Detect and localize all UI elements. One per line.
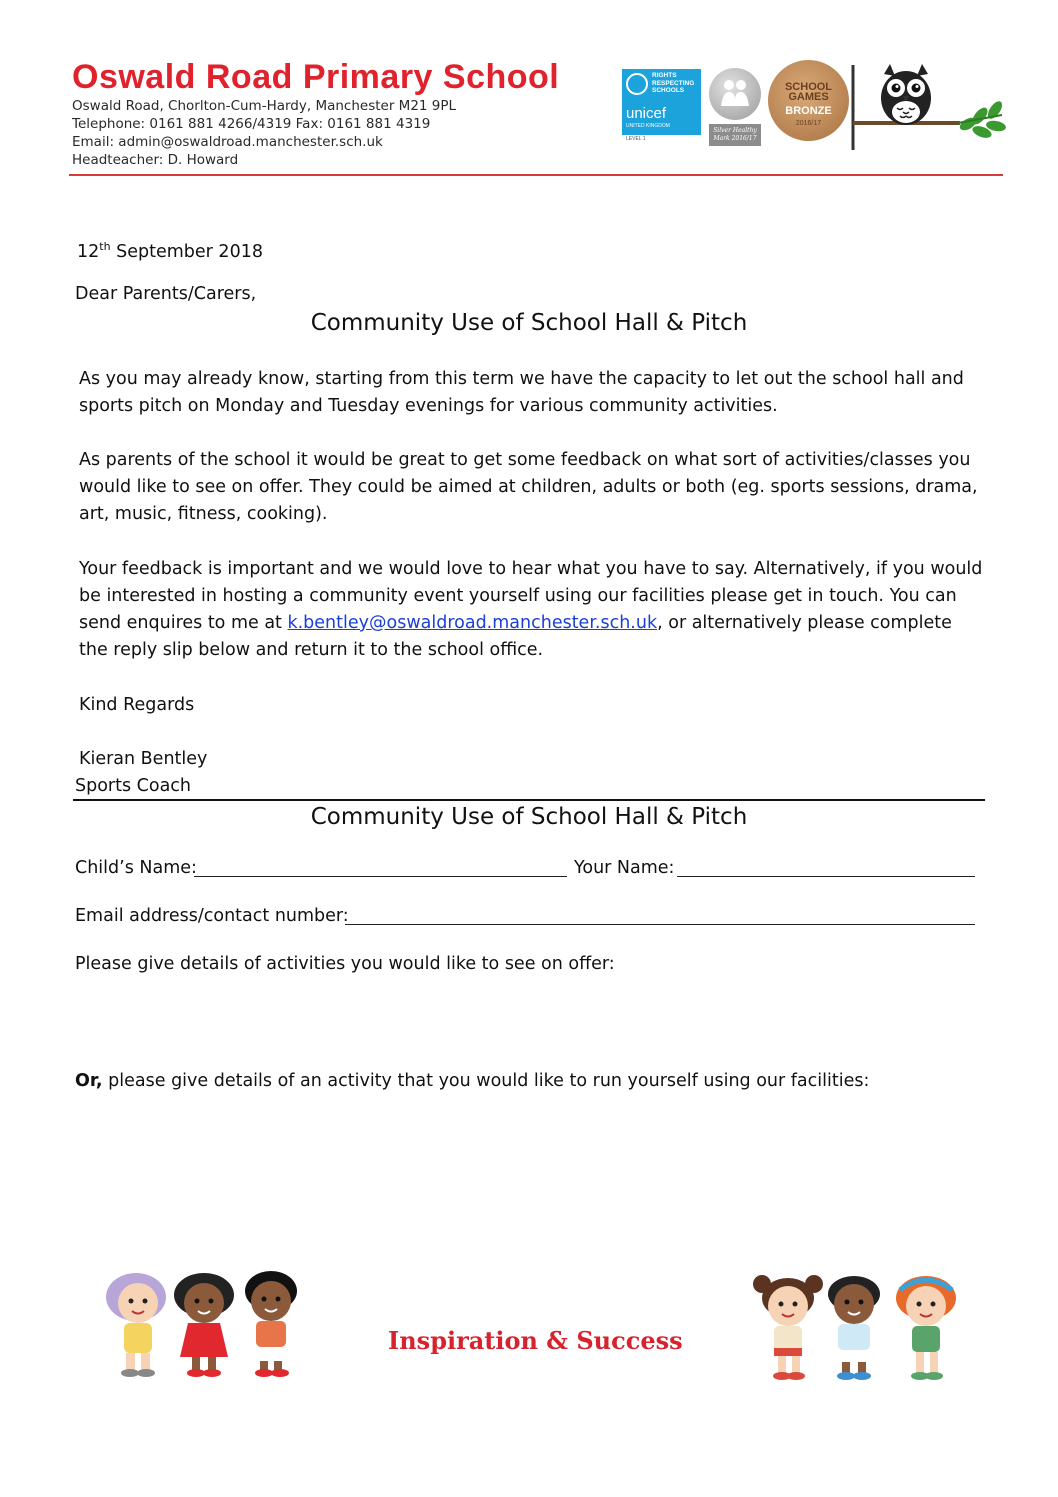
games-line2: GAMES: [788, 91, 829, 103]
unicef-badge-line3: SCHOOLS: [652, 87, 685, 94]
signer-role: Sports Coach: [75, 776, 192, 796]
reply-slip-divider: [73, 799, 985, 801]
unicef-badge-line1: RIGHTS: [652, 72, 677, 79]
children-illustration-left: [96, 1265, 310, 1385]
unicef-rights-respecting-badge: [622, 69, 701, 135]
children-illustration-right: [748, 1268, 968, 1388]
games-line3: BRONZE: [785, 105, 832, 117]
child-name-field[interactable]: [194, 876, 567, 877]
school-email: Email: admin@oswaldroad.manchester.sch.uk: [72, 134, 383, 150]
people-icon: [709, 68, 761, 120]
silver-caption-line1: Silver Healthy: [713, 127, 757, 134]
run-activity-label: [75, 1068, 869, 1095]
school-name: Oswald Road Primary School: [72, 58, 560, 96]
games-year: 2016/17: [795, 120, 822, 127]
letter-paragraph-2: As parents of the school it would be great to get some feedback on what sort of activities/classes you would like to see on offer. They could be aimed at children, adults or both (eg. sports sessions, drama, art, music, fitness, cooking).: [79, 450, 978, 524]
activities-answer-area[interactable]: [75, 985, 985, 1055]
closing: Kind Regards: [79, 695, 195, 715]
date-rest: September 2018: [110, 241, 263, 262]
globe-icon: [626, 73, 648, 95]
school-address: Oswald Road, Chorlton-Cum-Hardy, Manchester M21 9PL: [72, 98, 457, 114]
school-games-bronze-badge: [768, 60, 849, 141]
headteacher: Headteacher: D. Howard: [72, 152, 239, 168]
run-activity-text: please give details of an activity that you would like to run yourself using our facilities:: [102, 1071, 870, 1091]
or-bold: Or,: [75, 1071, 103, 1091]
date-suffix: th: [99, 240, 111, 253]
footer-slogan: Inspiration & Success: [388, 1326, 683, 1355]
para3-text-after: , or alternatively please complete the reply slip below and return it to the school office.: [79, 613, 952, 660]
owl-logo-icon: [850, 60, 1010, 155]
contact-field[interactable]: [345, 924, 975, 925]
letter-title: Community Use of School Hall & Pitch: [310, 310, 748, 336]
reply-slip-title: Community Use of School Hall & Pitch: [310, 804, 748, 830]
para3-text-before: Your feedback is important and we would love to hear what you have to say. Alternatively, if you would be interested in hosting a community event yourself using our facilities please get in touch. You can send enquires to me at: [79, 559, 983, 633]
letter-date: [77, 233, 263, 266]
run-activity-answer-area[interactable]: [75, 1102, 985, 1242]
contact-email-link[interactable]: k.bentley@oswaldroad.manchester.sch.uk: [287, 613, 658, 633]
silver-caption-line2: Mark 2016/17: [713, 135, 757, 142]
letter-paragraph-3: [79, 556, 984, 664]
header-divider: [69, 174, 1003, 176]
your-name-field[interactable]: [677, 876, 975, 877]
signer-name: Kieran Bentley: [79, 749, 208, 769]
child-name-label: Child’s Name:: [75, 858, 197, 878]
silver-badge-caption: [709, 124, 761, 146]
games-line1: SCHOOL: [784, 81, 833, 93]
unicef-sub: UNITED KINGDOM: [626, 123, 670, 129]
unicef-level: LEVEL 1: [626, 136, 646, 142]
silver-healthy-badge: [709, 68, 761, 120]
unicef-brand: unicef: [626, 105, 667, 122]
unicef-badge-line2: RESPECTING: [652, 79, 695, 87]
contact-label: Email address/contact number:: [75, 906, 349, 926]
activities-label: Please give details of activities you would like to see on offer:: [75, 954, 615, 974]
salutation: Dear Parents/Carers,: [75, 284, 257, 304]
date-day: 12: [77, 241, 100, 262]
your-name-label: Your Name:: [574, 858, 675, 878]
school-telephone: Telephone: 0161 881 4266/4319 Fax: 0161 881 4319: [72, 116, 431, 132]
letter-paragraph-1: As you may already know, starting from this term we have the capacity to let out the school hall and sports pitch on Monday and Tuesday evenings for various community activities.: [79, 369, 964, 416]
